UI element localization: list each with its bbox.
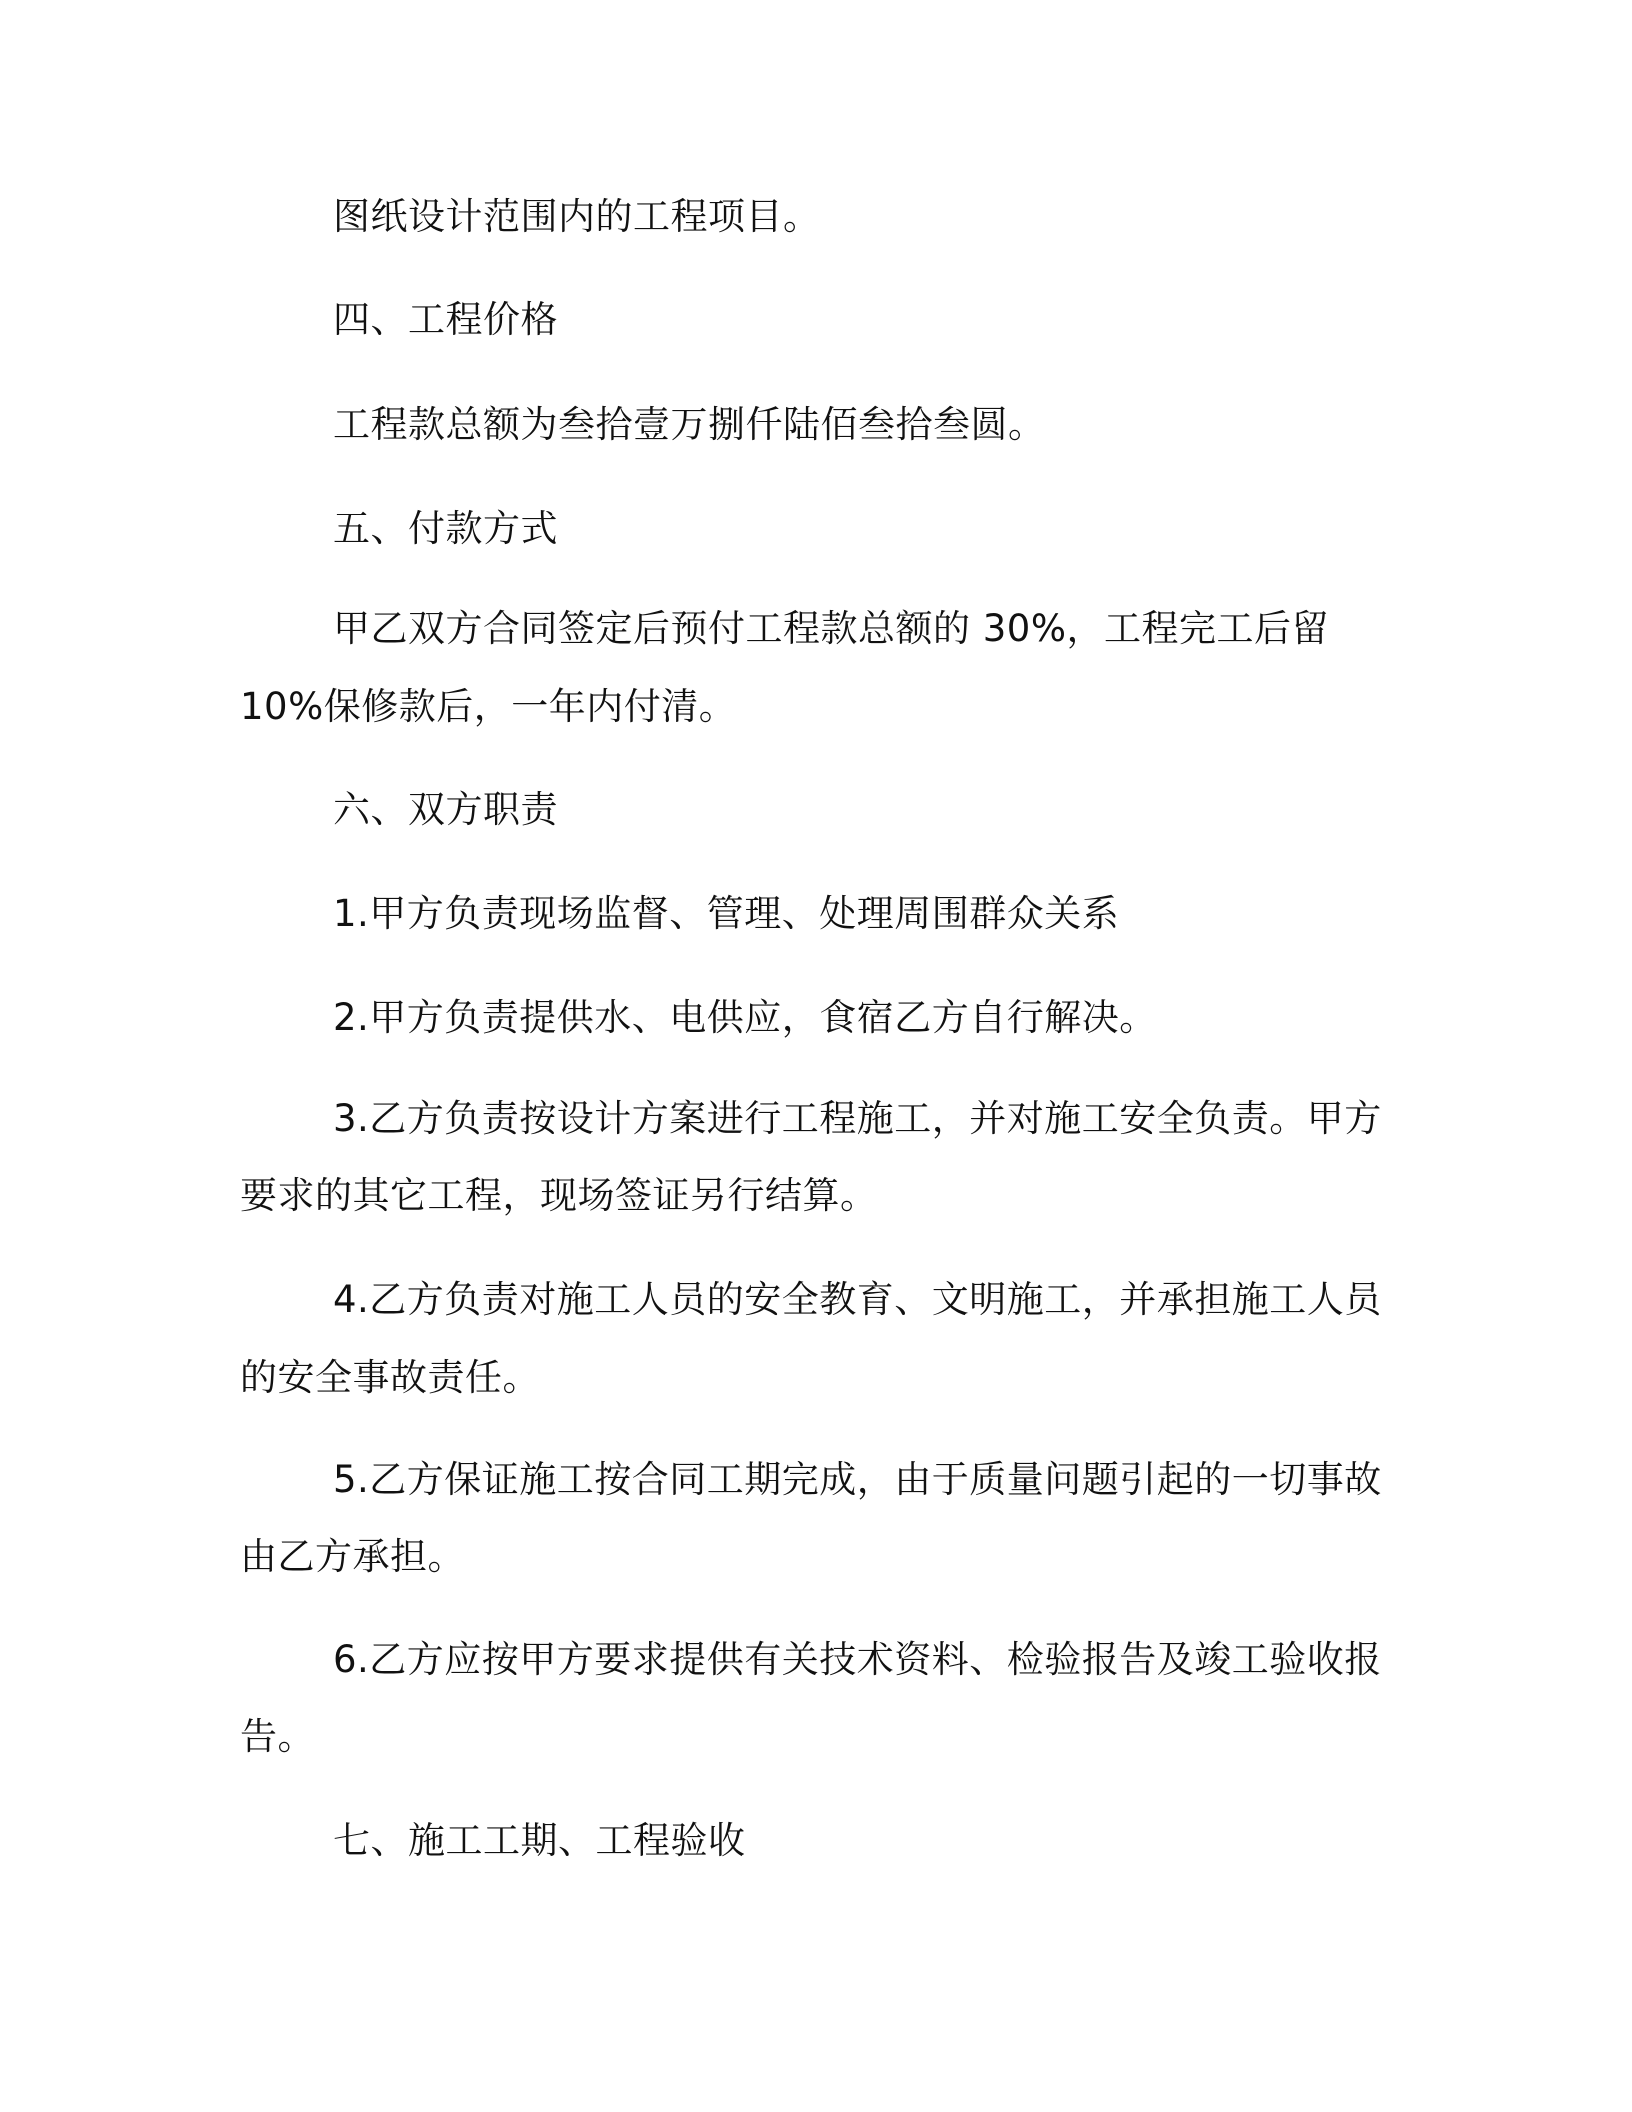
section-heading-schedule: 七、施工工期、工程验收 <box>333 1819 746 1862</box>
duty-item-3-line-2: 要求的其它工程，现场签证另行结算。 <box>240 1174 878 1217</box>
duty-item-4-line-1: 4.乙方负责对施工人员的安全教育、文明施工，并承担施工人员 <box>333 1278 1382 1321</box>
duty-item-1: 1.甲方负责现场监督、管理、处理周围群众关系 <box>333 892 1120 935</box>
section-heading-duties: 六、双方职责 <box>333 788 558 831</box>
duty-item-3-line-1: 3.乙方负责按设计方案进行工程施工，并对施工安全负责。甲方 <box>333 1097 1382 1140</box>
paragraph-payment-line-2: 10%保修款后，一年内付清。 <box>240 685 737 728</box>
duty-item-6-line-1: 6.乙方应按甲方要求提供有关技术资料、检验报告及竣工验收报 <box>333 1638 1382 1681</box>
duty-item-6-line-2: 告。 <box>240 1715 315 1758</box>
section-heading-price: 四、工程价格 <box>333 298 558 341</box>
paragraph-payment-line-1: 甲乙双方合同签定后预付工程款总额的 30%，工程完工后留 <box>333 607 1329 650</box>
duty-item-5-line-2: 由乙方承担。 <box>240 1535 465 1578</box>
duty-item-2: 2.甲方负责提供水、电供应，食宿乙方自行解决。 <box>333 996 1157 1039</box>
paragraph-price: 工程款总额为叁拾壹万捌仟陆佰叁拾叁圆。 <box>333 403 1046 446</box>
duty-item-5-line-1: 5.乙方保证施工按合同工期完成，由于质量问题引起的一切事故 <box>333 1458 1382 1501</box>
duty-item-4-line-2: 的安全事故责任。 <box>240 1356 540 1399</box>
paragraph-scope-continuation: 图纸设计范围内的工程项目。 <box>333 195 821 238</box>
section-heading-payment: 五、付款方式 <box>333 507 558 550</box>
